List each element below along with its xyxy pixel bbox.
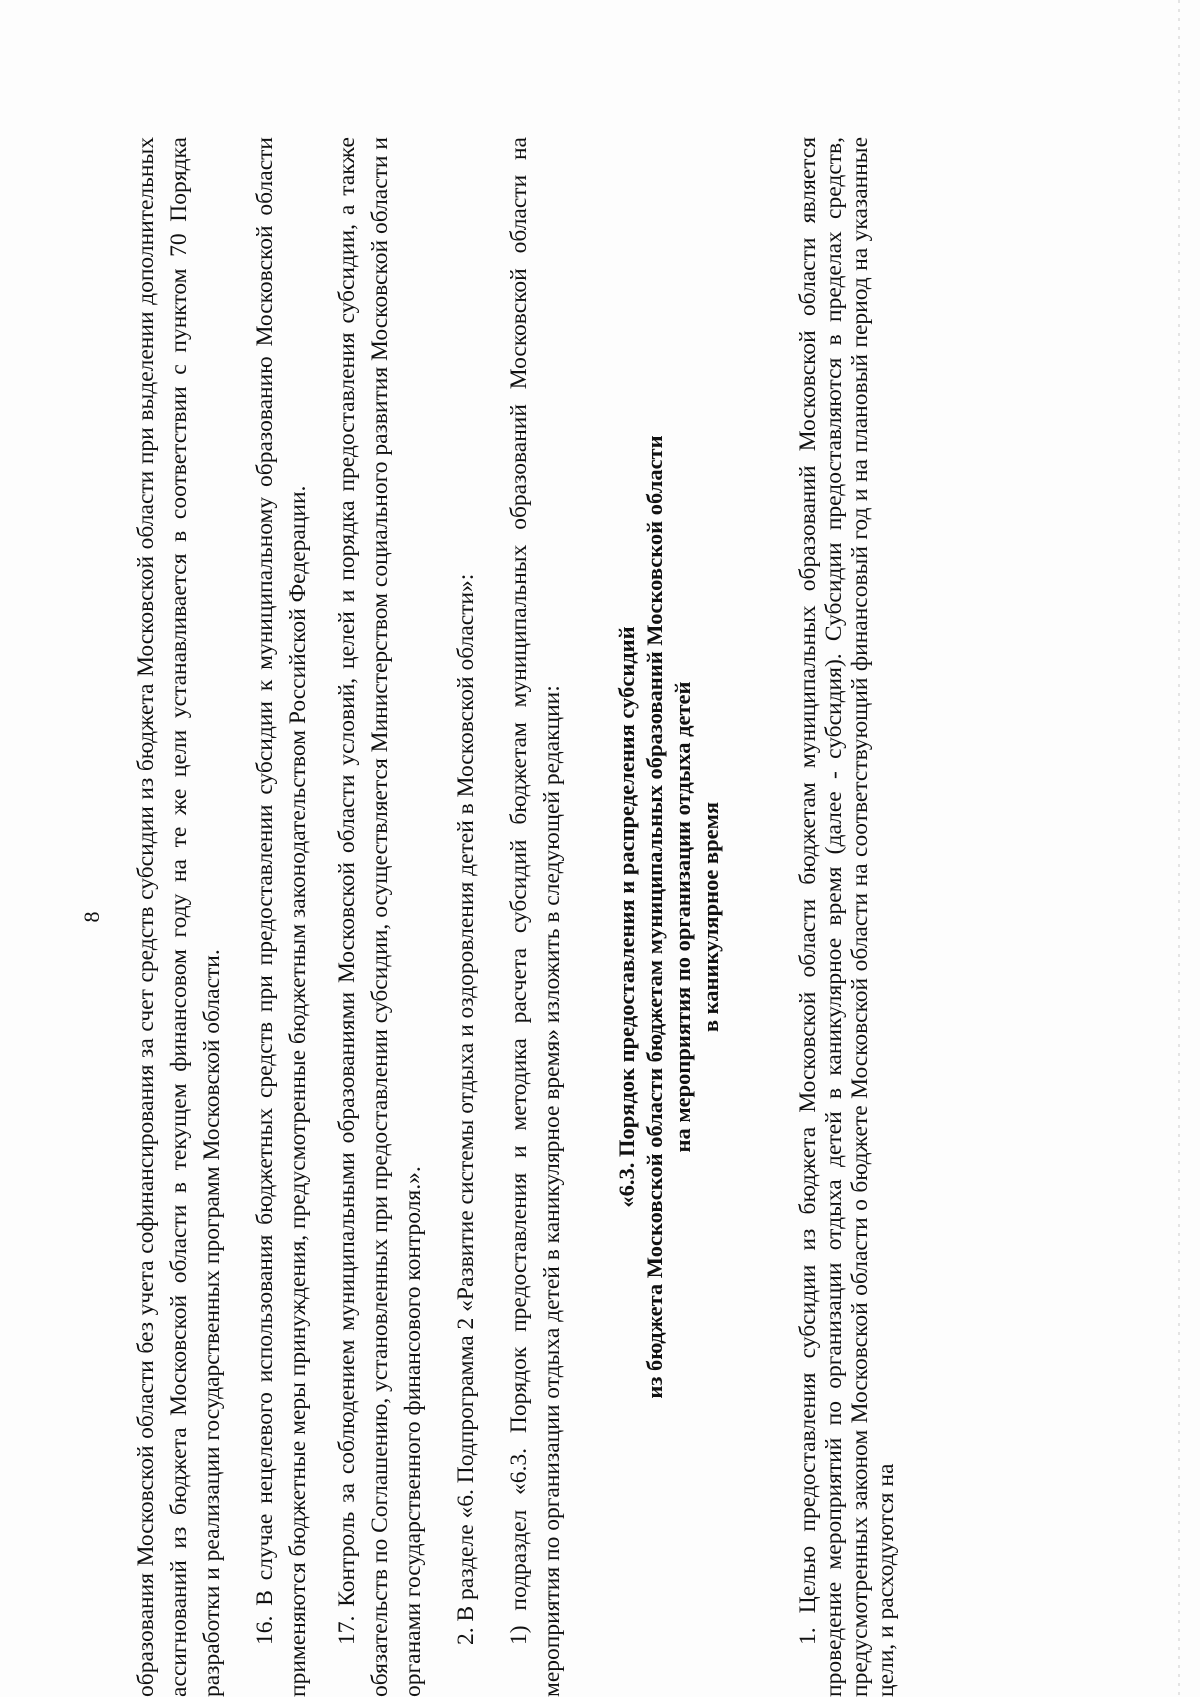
heading-line-1: «6.3. Порядок предоставления и распределения субсидий (614, 626, 639, 1208)
scan-edge-artifact (1178, 0, 1180, 1697)
paragraph-2-1: 1) подраздел «6.3. Порядок предоставления и методика расчета субсидий бюджетам муниципальных образований Московской области на мероприятия по организации отдыха детей в каникулярное время» изложить в следующей редакции: (506, 137, 565, 1697)
rotated-page-content (79, 137, 1080, 1697)
heading-line-2: из бюджета Московской области бюджетам муниципальных образований Московской области (642, 435, 667, 1399)
paragraph-2: 2. В разделе «6. Подпрограмма 2 «Развитие системы отдыха и оздоровления детей в Московской области»: (453, 573, 479, 1645)
paragraph-17: 17. Контроль за соблюдением муниципальными образованиями Московской области условий, целей и порядка предоставления субсидии, а также обязательств по Соглашению, установленных при предоставлении субсидии, осуществляется Министерством социального развития Московской области и органами государственного финансового контроля.». (334, 137, 426, 1697)
paragraph-continuation: образования Московской области без учета софинансирования за счет средств субсидии из бюджета Московской области при выделении дополнительных ассигнований из бюджета Московской области в текущем финансовом году на те же цели устанавливается в соответствии с пунктом 70 Порядка разработки и реализации государственных программ Московской области. (133, 137, 225, 1697)
paragraph-16: 16. В случае нецелевого использования бюджетных средств при предоставлении субсидии к муниципальному образованию Московской области применяются бюджетные меры принуждения, предусмотренные бюджетным законодательством Российской Федерации. (252, 137, 311, 1697)
heading-line-3: на мероприятия по организации отдыха детей (670, 681, 695, 1153)
paragraph-section-1: 1. Целью предоставления субсидии из бюджета Московской области бюджетам муниципальных образований Московской области является проведение мероприятий по организации отдыха детей в каникулярное время (далее - субсидия). Субсидии предоставляются в пределах средств, предусмотренных законом Московской области о бюджете Московской области на соответствующий финансовый год и на плановый период на указанные цели, и расходуются на (795, 137, 899, 1697)
heading-line-4: в каникулярное время (698, 801, 723, 1033)
section-heading (613, 137, 725, 1697)
page-number: 8 (79, 911, 104, 923)
